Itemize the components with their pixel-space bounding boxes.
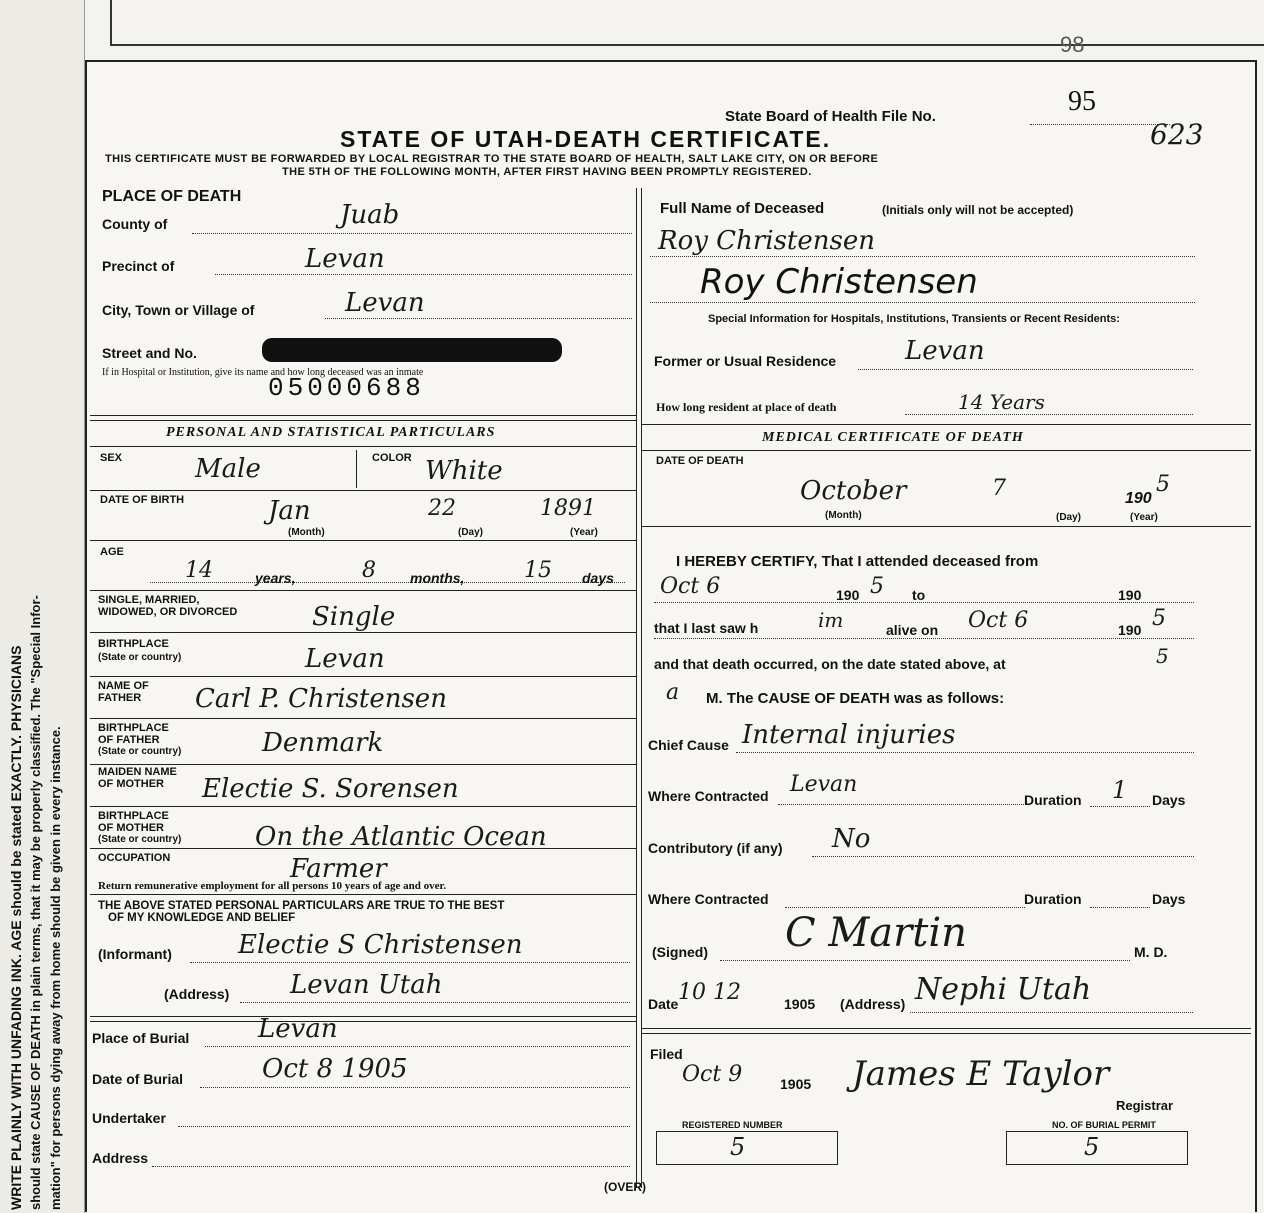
mother-birthplace-label-2: OF MOTHER xyxy=(98,822,164,834)
forwarding-notice-2: THE 5TH OF THE FOLLOWING MONTH, AFTER FIRST HAVING BEEN PROMPTLY REGISTERED. xyxy=(282,166,812,178)
physician-address-label: (Address) xyxy=(840,996,906,1012)
mother-birthplace-label-1: BIRTHPLACE xyxy=(98,810,169,822)
informant-value: Electie S Christensen xyxy=(238,930,523,960)
where-contracted-1-label: Where Contracted xyxy=(648,788,769,804)
days-word: days xyxy=(582,570,614,586)
last-saw-value: im xyxy=(818,608,844,632)
precinct-value: Levan xyxy=(305,244,385,274)
from-year-suffix: 5 xyxy=(870,574,884,599)
sex-value: Male xyxy=(195,454,261,484)
side-instruction-3: mation" for persons dying away from home should be given in every instance. xyxy=(48,726,63,1210)
burial-place-label: Place of Burial xyxy=(92,1030,190,1046)
dob-month: Jan xyxy=(268,496,311,526)
alive-on-value: Oct 6 xyxy=(968,608,1029,633)
place-of-death-heading: PLACE OF DEATH xyxy=(102,188,242,205)
mother-birthplace-label-3: (State or country) xyxy=(98,834,182,845)
hospital-note: If in Hospital or Institution, give its name and how long deceased was an inmate xyxy=(102,367,424,378)
burial-date-value: Oct 8 1905 xyxy=(262,1054,408,1084)
to-word: to xyxy=(912,587,926,603)
death-year-prefix: 190 xyxy=(1125,490,1152,507)
undertaker-address-label: Address xyxy=(92,1150,149,1166)
birthplace-label: BIRTHPLACE xyxy=(98,638,169,650)
contributory-value: No xyxy=(832,824,871,854)
occupation-value: Farmer xyxy=(290,854,387,884)
certificate-title: STATE OF UTAH-DEATH CERTIFICATE. xyxy=(340,126,832,152)
residence-label: Former or Usual Residence xyxy=(654,353,837,369)
mother-label-1: MAIDEN NAME xyxy=(98,766,177,778)
age-months: 8 xyxy=(362,558,376,583)
death-date-label: DATE OF DEATH xyxy=(656,455,744,467)
side-instruction-2: should state CAUSE OF DEATH in plain terms, that it may be properly classified. The "Special Infor- xyxy=(28,595,43,1210)
death-day-caption: (Day) xyxy=(1056,512,1082,523)
file-no-value: 95 xyxy=(1068,86,1096,117)
to-year: 190 xyxy=(1118,587,1142,603)
father-label-1: NAME OF xyxy=(98,680,149,692)
undertaker-label: Undertaker xyxy=(92,1110,166,1126)
residence-value: Levan xyxy=(905,336,985,366)
city-value: Levan xyxy=(345,288,425,318)
special-info-note: Special Information for Hospitals, Institutions, Transients or Recent Residents: xyxy=(708,313,1120,325)
from-date: Oct 6 xyxy=(660,574,721,599)
chief-cause-label: Chief Cause xyxy=(648,737,729,753)
mother-birthplace-value: On the Atlantic Ocean xyxy=(255,822,547,852)
duration-1-value: 1 xyxy=(1112,776,1128,804)
alive-year-suffix: 5 xyxy=(1152,606,1166,631)
father-birthplace-label-3: (State or country) xyxy=(98,746,182,757)
personal-heading: PERSONAL AND STATISTICAL PARTICULARS xyxy=(166,425,496,440)
days-2-label: Days xyxy=(1152,891,1186,907)
father-birthplace-label-2: OF FATHER xyxy=(98,734,160,746)
birthplace-value: Levan xyxy=(305,644,385,674)
father-value: Carl P. Christensen xyxy=(195,684,447,714)
filed-label: Filed xyxy=(650,1046,683,1062)
corner-number: 98 xyxy=(1060,32,1085,57)
dated-label: Date xyxy=(648,996,679,1012)
father-label-2: FATHER xyxy=(98,692,142,704)
death-time: 5 xyxy=(1156,644,1169,668)
county-value: Juab xyxy=(340,200,400,230)
alive-year: 190 xyxy=(1118,622,1142,638)
full-name-label: Full Name of Deceased xyxy=(660,200,825,217)
marital-label-1: SINGLE, MARRIED, xyxy=(98,594,200,606)
days-1-label: Days xyxy=(1152,792,1186,808)
burial-place-value: Levan xyxy=(258,1014,338,1044)
duration-1-label: Duration xyxy=(1024,792,1082,808)
age-years: 14 xyxy=(185,558,213,583)
registered-number-value: 5 xyxy=(730,1133,746,1161)
dob-year: 1891 xyxy=(540,496,596,521)
dated-year: 1905 xyxy=(784,996,816,1012)
stamp-number: 05000688 xyxy=(268,373,425,403)
file-no-value-2: 623 xyxy=(1150,118,1204,151)
side-instruction-1: WRITE PLAINLY WITH UNFADING INK. AGE should be stated EXACTLY. PHYSICIANS xyxy=(8,645,24,1210)
burial-permit-value: 5 xyxy=(1084,1133,1100,1161)
certify-line xyxy=(676,553,1038,570)
md-label: M. D. xyxy=(1134,944,1168,960)
attest-line-2: OF MY KNOWLEDGE AND BELIEF xyxy=(108,912,296,924)
age-label: AGE xyxy=(100,546,124,558)
burial-permit-label: NO. OF BURIAL PERMIT xyxy=(1052,1120,1156,1130)
sex-label: SEX xyxy=(100,452,123,464)
dob-label: DATE OF BIRTH xyxy=(100,494,185,506)
dob-year-caption: (Year) xyxy=(570,527,598,538)
registered-number-label: REGISTERED NUMBER xyxy=(682,1120,783,1130)
precinct-label: Precinct of xyxy=(102,258,175,274)
years-word: years, xyxy=(255,570,296,586)
certify-lead: I HEREBY CERTIFY, xyxy=(676,553,818,570)
registered-number-box xyxy=(656,1131,838,1165)
certify-rest: That I attended deceased from xyxy=(821,553,1039,570)
burial-date-label: Date of Burial xyxy=(92,1071,184,1087)
color-value: White xyxy=(425,456,503,486)
death-day: 7 xyxy=(992,476,1006,501)
age-days: 15 xyxy=(524,558,552,583)
death-year-suffix: 5 xyxy=(1156,472,1170,497)
father-birthplace-value: Denmark xyxy=(262,728,384,758)
forwarding-notice-1: THIS CERTIFICATE MUST BE FORWARDED BY LOCAL REGISTRAR TO THE STATE BOARD OF HEALTH, SALT LAKE CITY, ON OR BEFORE xyxy=(105,153,879,165)
mother-value: Electie S. Sorensen xyxy=(202,774,459,804)
death-month: October xyxy=(800,476,907,506)
last-saw-text: that I last saw h xyxy=(654,620,759,636)
informant-address-value: Levan Utah xyxy=(290,970,443,1000)
informant-address-label: (Address) xyxy=(164,986,230,1002)
attest-line-1: THE ABOVE STATED PERSONAL PARTICULARS ARE TRUE TO THE BEST xyxy=(98,900,505,912)
top-tab xyxy=(110,0,1264,46)
occupation-note: Return remunerative employment for all persons 10 years of age and over. xyxy=(98,880,447,892)
father-birthplace-label-1: BIRTHPLACE xyxy=(98,722,169,734)
informant-label: (Informant) xyxy=(98,946,172,962)
months-word: months, xyxy=(410,570,465,586)
marital-value: Single xyxy=(312,602,396,632)
birthplace-sub: (State or country) xyxy=(98,652,182,663)
city-label: City, Town or Village of xyxy=(102,302,255,318)
mother-label-2: OF MOTHER xyxy=(98,778,164,790)
dob-day-caption: (Day) xyxy=(458,527,484,538)
redaction-bar xyxy=(262,338,562,362)
full-name-note: (Initials only will not be accepted) xyxy=(882,203,1074,217)
from-year: 190 xyxy=(836,587,860,603)
cause-intro: M. The CAUSE OF DEATH was as follows: xyxy=(706,690,1005,707)
filed-value: Oct 9 xyxy=(682,1062,743,1087)
physician-signature: C Martin xyxy=(785,910,967,956)
over-label: (OVER) xyxy=(604,1180,646,1194)
deceased-name-printed: Roy Christensen xyxy=(700,262,978,302)
registrar-signature: James E Taylor xyxy=(852,1054,1110,1094)
dob-day: 22 xyxy=(428,496,456,521)
chief-cause-value: Internal injuries xyxy=(742,720,956,750)
occupation-label: OCCUPATION xyxy=(98,852,171,864)
contributory-label: Contributory (if any) xyxy=(648,840,783,856)
medical-heading: MEDICAL CERTIFICATE OF DEATH xyxy=(762,430,1024,445)
where-contracted-1-value: Levan xyxy=(790,772,858,797)
signed-label: (Signed) xyxy=(652,944,708,960)
marital-label-2: WIDOWED, OR DIVORCED xyxy=(98,606,238,618)
duration-2-label: Duration xyxy=(1024,891,1082,907)
alive-on-text: alive on xyxy=(886,622,939,638)
color-label: COLOR xyxy=(372,452,412,464)
dated-value: 10 12 xyxy=(678,980,741,1005)
registrar-label: Registrar xyxy=(1116,1098,1174,1113)
death-month-caption: (Month) xyxy=(825,510,862,521)
resident-value: 14 Years xyxy=(958,390,1045,414)
deceased-name-handwritten: Roy Christensen xyxy=(658,226,875,256)
resident-label: How long resident at place of death xyxy=(656,400,837,414)
where-contracted-2-label: Where Contracted xyxy=(648,891,769,907)
filed-year: 1905 xyxy=(780,1076,812,1092)
street-label: Street and No. xyxy=(102,345,197,361)
county-label: County of xyxy=(102,216,168,232)
meridian: a xyxy=(666,680,680,705)
physician-address-value: Nephi Utah xyxy=(915,972,1092,1007)
death-occurred-text: and that death occurred, on the date stated above, at xyxy=(654,656,1006,672)
death-year-caption: (Year) xyxy=(1130,512,1158,523)
dob-month-caption: (Month) xyxy=(288,527,325,538)
file-no-label: State Board of Health File No. xyxy=(725,108,936,125)
